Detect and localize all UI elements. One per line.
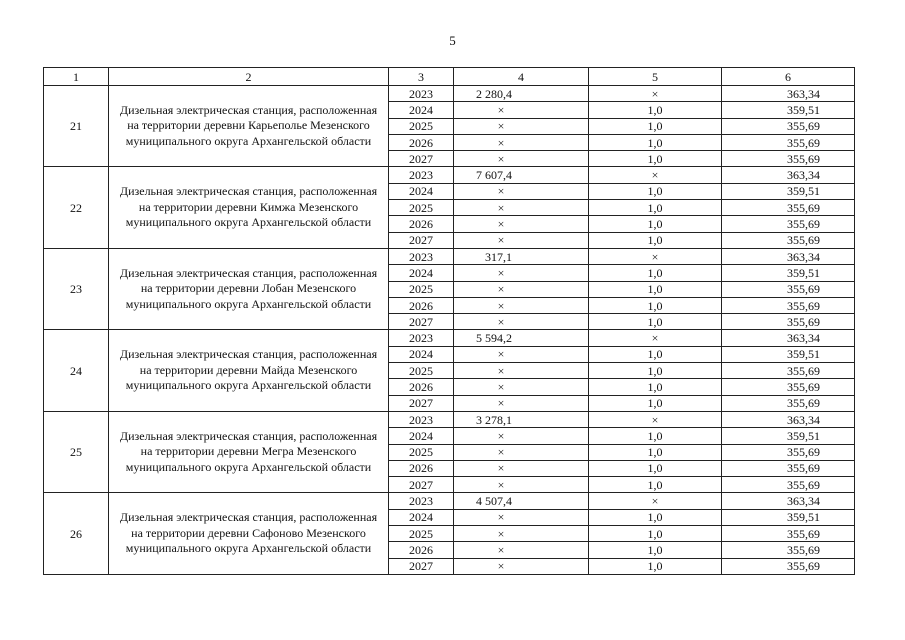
col4-cell: ×	[454, 102, 589, 118]
col4-cell: ×	[454, 118, 589, 134]
table-row	[44, 330, 855, 346]
col6-cell: 359,51	[722, 428, 855, 444]
col4-cell: ×	[454, 477, 589, 493]
year-cell: 2027	[389, 151, 454, 167]
col4-cell: ×	[454, 444, 589, 460]
col6-cell: 355,69	[722, 542, 855, 558]
col5-cell: ×	[589, 86, 722, 102]
year-cell: 2025	[389, 363, 454, 379]
col5-cell: 1,0	[589, 216, 722, 232]
header-cell: 5	[589, 68, 722, 86]
row-number: 26	[44, 493, 109, 574]
col5-cell: 1,0	[589, 379, 722, 395]
year-cell: 2027	[389, 558, 454, 574]
col6-cell: 363,34	[722, 493, 855, 509]
col5-cell: 1,0	[589, 460, 722, 476]
year-cell: 2024	[389, 509, 454, 525]
station-name: Дизельная электрическая станция, расположенная на территории деревни Мегра Мезенского муниципального округа Архангельской области	[109, 411, 389, 492]
row-number: 23	[44, 248, 109, 329]
year-cell: 2024	[389, 428, 454, 444]
col4-cell: 2 280,4	[454, 86, 589, 102]
col4-cell: 4 507,4	[454, 493, 589, 509]
year-cell: 2027	[389, 477, 454, 493]
row-number: 24	[44, 330, 109, 411]
year-cell: 2026	[389, 460, 454, 476]
col4-cell: 3 278,1	[454, 411, 589, 427]
col6-cell: 359,51	[722, 509, 855, 525]
col5-cell: ×	[589, 167, 722, 183]
col4-cell: ×	[454, 265, 589, 281]
header-cell: 1	[44, 68, 109, 86]
col5-cell: ×	[589, 330, 722, 346]
col4-cell: ×	[454, 232, 589, 248]
col5-cell: 1,0	[589, 542, 722, 558]
station-name: Дизельная электрическая станция, расположенная на территории деревни Майда Мезенского муниципального округа Архангельской области	[109, 330, 389, 411]
year-cell: 2026	[389, 216, 454, 232]
col6-cell: 355,69	[722, 444, 855, 460]
col4-cell: 5 594,2	[454, 330, 589, 346]
col5-cell: 1,0	[589, 134, 722, 150]
header-cell: 2	[109, 68, 389, 86]
col4-cell: ×	[454, 151, 589, 167]
col6-cell: 355,69	[722, 281, 855, 297]
col6-cell: 355,69	[722, 118, 855, 134]
year-cell: 2026	[389, 379, 454, 395]
col6-cell: 355,69	[722, 151, 855, 167]
col6-cell: 355,69	[722, 460, 855, 476]
station-name: Дизельная электрическая станция, расположенная на территории деревни Кимжа Мезенского муниципального округа Архангельской области	[109, 167, 389, 248]
row-number: 25	[44, 411, 109, 492]
col4-cell: ×	[454, 216, 589, 232]
year-cell: 2025	[389, 118, 454, 134]
table-header	[44, 68, 855, 86]
col5-cell: 1,0	[589, 477, 722, 493]
col4-cell: 317,1	[454, 248, 589, 264]
col5-cell: 1,0	[589, 509, 722, 525]
col5-cell: 1,0	[589, 428, 722, 444]
col4-cell: ×	[454, 526, 589, 542]
tariff-table	[43, 67, 855, 575]
row-number: 21	[44, 86, 109, 167]
col5-cell: 1,0	[589, 118, 722, 134]
year-cell: 2027	[389, 314, 454, 330]
col4-cell: ×	[454, 200, 589, 216]
col4-cell: ×	[454, 183, 589, 199]
col5-cell: 1,0	[589, 200, 722, 216]
col6-cell: 355,69	[722, 526, 855, 542]
col5-cell: 1,0	[589, 526, 722, 542]
col6-cell: 355,69	[722, 379, 855, 395]
year-cell: 2024	[389, 346, 454, 362]
col4-cell: ×	[454, 558, 589, 574]
col4-cell: ×	[454, 297, 589, 313]
col5-cell: 1,0	[589, 346, 722, 362]
col4-cell: ×	[454, 542, 589, 558]
year-cell: 2023	[389, 167, 454, 183]
col6-cell: 363,34	[722, 411, 855, 427]
col4-cell: ×	[454, 314, 589, 330]
year-cell: 2025	[389, 526, 454, 542]
col4-cell: ×	[454, 428, 589, 444]
header-cell: 6	[722, 68, 855, 86]
col5-cell: 1,0	[589, 558, 722, 574]
col6-cell: 355,69	[722, 200, 855, 216]
col4-cell: ×	[454, 509, 589, 525]
col6-cell: 359,51	[722, 183, 855, 199]
col6-cell: 363,34	[722, 86, 855, 102]
col4-cell: ×	[454, 281, 589, 297]
col5-cell: 1,0	[589, 281, 722, 297]
row-number: 22	[44, 167, 109, 248]
col6-cell: 355,69	[722, 297, 855, 313]
table-row	[44, 248, 855, 264]
col5-cell: ×	[589, 248, 722, 264]
col5-cell: 1,0	[589, 183, 722, 199]
col4-cell: ×	[454, 346, 589, 362]
year-cell: 2023	[389, 86, 454, 102]
col6-cell: 355,69	[722, 363, 855, 379]
col4-cell: ×	[454, 363, 589, 379]
year-cell: 2026	[389, 542, 454, 558]
col5-cell: 1,0	[589, 265, 722, 281]
header-cell: 3	[389, 68, 454, 86]
col6-cell: 359,51	[722, 265, 855, 281]
year-cell: 2025	[389, 444, 454, 460]
header-cell: 4	[454, 68, 589, 86]
year-cell: 2027	[389, 395, 454, 411]
col6-cell: 355,69	[722, 216, 855, 232]
col5-cell: 1,0	[589, 363, 722, 379]
col5-cell: 1,0	[589, 444, 722, 460]
year-cell: 2025	[389, 281, 454, 297]
station-name: Дизельная электрическая станция, расположенная на территории деревни Карьеполье Мезенского муниципального округа Архангельской области	[109, 86, 389, 167]
col5-cell: ×	[589, 411, 722, 427]
col4-cell: 7 607,4	[454, 167, 589, 183]
table-row	[44, 167, 855, 183]
year-cell: 2023	[389, 411, 454, 427]
col6-cell: 355,69	[722, 134, 855, 150]
col6-cell: 363,34	[722, 248, 855, 264]
table-body	[44, 86, 855, 575]
station-name: Дизельная электрическая станция, расположенная на территории деревни Сафоново Мезенского муниципального округа Архангельской области	[109, 493, 389, 574]
year-cell: 2025	[389, 200, 454, 216]
col6-cell: 355,69	[722, 314, 855, 330]
table-row	[44, 86, 855, 102]
col6-cell: 355,69	[722, 232, 855, 248]
table-row	[44, 493, 855, 509]
col4-cell: ×	[454, 460, 589, 476]
col5-cell: 1,0	[589, 297, 722, 313]
col5-cell: 1,0	[589, 314, 722, 330]
col6-cell: 355,69	[722, 558, 855, 574]
year-cell: 2024	[389, 102, 454, 118]
station-name: Дизельная электрическая станция, расположенная на территории деревни Лобан Мезенского муниципального округа Архангельской области	[109, 248, 389, 329]
col6-cell: 363,34	[722, 167, 855, 183]
col6-cell: 355,69	[722, 395, 855, 411]
table-row	[44, 411, 855, 427]
col5-cell: 1,0	[589, 151, 722, 167]
col6-cell: 359,51	[722, 102, 855, 118]
col4-cell: ×	[454, 134, 589, 150]
col5-cell: 1,0	[589, 102, 722, 118]
year-cell: 2024	[389, 265, 454, 281]
col6-cell: 355,69	[722, 477, 855, 493]
page-number: 5	[449, 33, 456, 48]
col6-cell: 363,34	[722, 330, 855, 346]
year-cell: 2023	[389, 330, 454, 346]
header-row	[44, 68, 855, 86]
col5-cell: 1,0	[589, 232, 722, 248]
year-cell: 2027	[389, 232, 454, 248]
col5-cell: ×	[589, 493, 722, 509]
year-cell: 2024	[389, 183, 454, 199]
col5-cell: 1,0	[589, 395, 722, 411]
year-cell: 2026	[389, 134, 454, 150]
col6-cell: 359,51	[722, 346, 855, 362]
year-cell: 2026	[389, 297, 454, 313]
year-cell: 2023	[389, 493, 454, 509]
col4-cell: ×	[454, 395, 589, 411]
year-cell: 2023	[389, 248, 454, 264]
col4-cell: ×	[454, 379, 589, 395]
